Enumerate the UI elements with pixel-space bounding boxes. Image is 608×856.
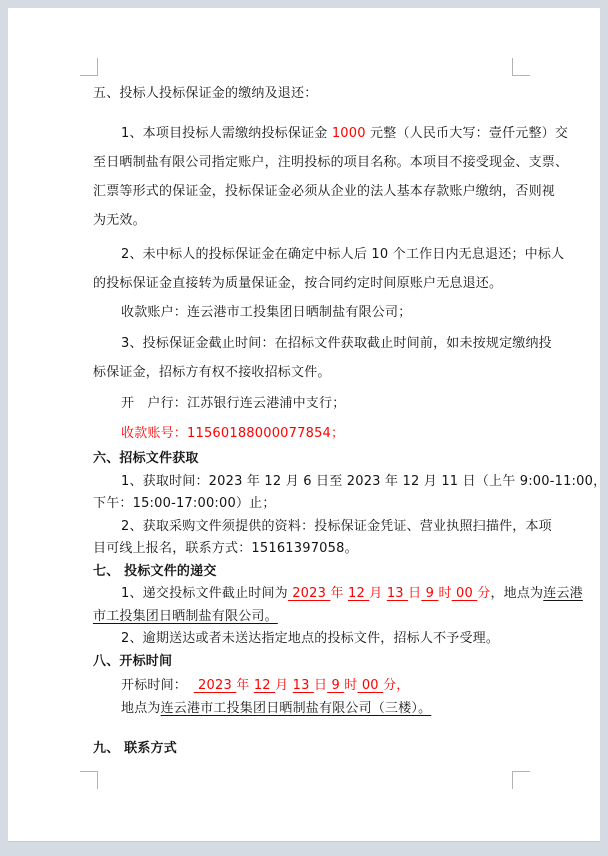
text-run: 元整（人民币大写：壹仟元整）交 <box>370 126 569 141</box>
year-unit: 年 <box>236 678 250 693</box>
opening-time-label: 开标时间： <box>121 678 181 693</box>
month-unit: 月 <box>275 678 289 693</box>
text-line: 1、获取时间：2023 年 12 月 6 日至 2023 年 12 月 11 日（上午 9:00-11:00， <box>121 473 607 489</box>
day-unit: 日 <box>313 678 328 693</box>
section-5-heading: 五、投标人投标保证金的缴纳及退还： <box>93 86 318 101</box>
opening-month: 12 <box>253 678 276 693</box>
paragraph-deposit-refund <box>93 240 565 298</box>
text-line: 汇票等形式的保证金，投标保证金必须从企业的法人基本存款账户缴纳，否则视 <box>93 184 556 199</box>
text-run: 1、递交投标文件截止时间为 <box>121 586 288 601</box>
hour-unit: 时 <box>438 586 452 601</box>
text-line: 的投标保证金直接转为质量保证金，按合同约定时间原账户无息退还。 <box>93 276 503 291</box>
margin-mark-bottom-left-icon <box>80 771 98 789</box>
deadline-minute: 00 <box>451 586 478 601</box>
minute-unit: 分， <box>383 678 410 693</box>
text-line: 目可线上报名，联系方式：15161397058。 <box>93 541 358 556</box>
section-7-heading: 七、 投标文件的递交 <box>93 563 217 579</box>
text-line: 2、未中标人的投标保证金在确定中标人后 10 个工作日内无息退还；中标人 <box>121 247 565 262</box>
text-line: 为无效。 <box>93 213 146 228</box>
month-unit: 月 <box>369 586 383 601</box>
bank-branch: 开 户行：江苏银行连云港浦中支行； <box>121 396 346 411</box>
text-run: 地点为 <box>121 700 161 716</box>
paragraph-submission-deadline <box>93 583 583 628</box>
receiving-account-name: 收款账户：连云港市工投集团日晒制盐有限公司； <box>121 305 412 320</box>
paragraph-late-submission: 2、逾期送达或者未送达指定地点的投标文件，招标人不予受理。 <box>121 631 500 646</box>
deadline-month: 12 <box>347 586 370 601</box>
margin-mark-top-right-icon <box>512 58 530 76</box>
section-9-heading: 九、 联系方式 <box>93 741 177 756</box>
section-9 <box>93 738 525 761</box>
spacer <box>181 678 194 693</box>
deadline-year: 2023 <box>287 586 331 601</box>
opening-hour: 9 <box>327 678 345 693</box>
opening-year: 2023 <box>193 678 237 693</box>
deposit-amount: 1000 <box>327 126 371 141</box>
opening-day: 13 <box>292 678 314 693</box>
paragraph-opening-place <box>93 698 525 721</box>
receiving-account-number: 收款账号：11560188000077854； <box>121 426 345 441</box>
opening-minute: 00 <box>357 678 384 693</box>
margin-mark-top-left-icon <box>80 58 98 76</box>
margin-mark-bottom-right-icon <box>512 771 530 789</box>
paragraph-deposit-payment <box>93 119 569 235</box>
paragraph-opening-time <box>93 675 525 698</box>
deadline-hour: 9 <box>421 586 439 601</box>
submission-place: 连云港 <box>543 586 583 601</box>
text-run: 1、本项目投标人需缴纳投标保证金 <box>121 126 328 141</box>
section-8 <box>93 651 525 721</box>
text-line: 下午：15:00-17:00:00）止； <box>93 496 276 511</box>
paragraph-deposit-deadline <box>93 329 552 387</box>
hour-unit: 时 <box>344 678 358 693</box>
deadline-day: 13 <box>386 586 409 601</box>
section-8-heading: 八、开标时间 <box>93 653 173 669</box>
year-unit: 年 <box>330 586 344 601</box>
text-line: 标保证金，招标方有权不接收招标文件。 <box>93 365 331 380</box>
document-content <box>93 79 607 761</box>
day-unit: 日 <box>408 586 422 601</box>
document-page[interactable] <box>8 8 607 842</box>
opening-place: 连云港市工投集团日晒制盐有限公司（三楼）。 <box>160 700 432 716</box>
section-5 <box>93 79 569 448</box>
paragraph-obtain-time <box>93 471 607 516</box>
paragraph-obtain-materials <box>93 516 552 561</box>
section-6 <box>93 448 607 561</box>
text-line: 2、获取采购文件须提供的资料：投标保证金凭证、营业执照扫描件，本项 <box>121 518 552 534</box>
text-line: 3、投标保证金截止时间：在招标文件获取截止时间前，如未按规定缴纳投 <box>121 336 552 351</box>
section-6-heading: 六、招标文件获取 <box>93 451 199 466</box>
text-line: 至日晒制盐有限公司指定账户，注明投标的项目名称。本项目不接受现金、支票、 <box>93 155 569 170</box>
minute-unit: 分 <box>477 586 491 601</box>
section-7 <box>93 561 583 651</box>
text-run: ，地点为 <box>490 586 544 601</box>
submission-place-cont: 市工投集团日晒制盐有限公司。 <box>93 608 278 624</box>
